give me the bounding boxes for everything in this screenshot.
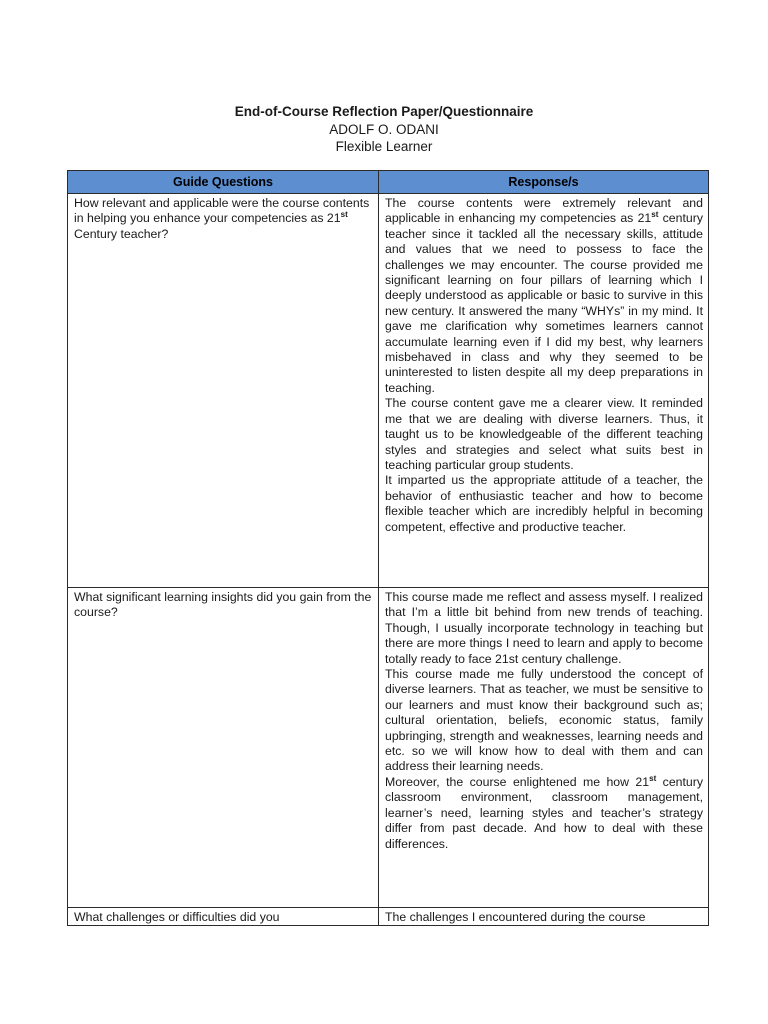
- response-paragraph: The course content gave me a clearer view. It reminded me that we are dealing with diverse learners. Thus, it taught us to be knowledgeable of the different teaching styles and strategies and select what suits best in teaching particular group students.: [385, 396, 703, 472]
- question-text: What challenges or difficulties did you: [74, 910, 280, 924]
- question-text: How relevant and applicable were the course contents in helping you enhance your competencies as 21: [74, 196, 370, 226]
- response-cell: [379, 908, 709, 926]
- ordinal-suffix: st: [340, 210, 348, 220]
- ordinal-suffix: st: [649, 773, 657, 783]
- question-cell: [68, 908, 379, 926]
- response-cell: [379, 194, 709, 588]
- question-cell: [68, 194, 379, 588]
- response-paragraph: Moreover, the course enlightened me how 21st century classroom environment, classroom management, learner’s need, learning styles and teacher’s strategy differ from past decade. And how to deal with these differences.: [385, 773, 703, 851]
- author-role: Flexible Learner: [335, 139, 433, 154]
- response-paragraph: This course made me reflect and assess myself. I realized that I’m a little bit behind from new trends of teaching. Though, I usually incorporate technology in teaching but there are more things I need to learn and apply to become totally ready to face 21st century challenge.: [385, 590, 703, 666]
- table-header-row: [68, 171, 709, 194]
- question-text-cont: Century teacher?: [74, 226, 169, 241]
- response-paragraph: It imparted us the appropriate attitude of a teacher, the behavior of enthusiastic teacher and how to become flexible teacher which are incredibly helpful in becoming competent, effective and productive teacher.: [385, 473, 703, 534]
- response-paragraph: The course contents were extremely relevant and applicable in enhancing my competencies as 21st century teacher since it tackled all the necessary skills, attitude and values that we need to possess to face the challenges we may encounter. The course provided me significant learning on four pillars of learning which I deeply understood as applicable or basic to survive in this new century. It answered the many “WHYs” in my mind. It gave me clarification why sometimes learners cannot accumulate learning even if I did my best, why learners misbehaved in class and why they seemed to be uninterested to listen despite all my deep preparations in teaching.: [385, 196, 703, 395]
- ordinal-suffix: st: [651, 210, 659, 220]
- table-row: [68, 194, 709, 588]
- header-guide-questions: Guide Questions: [68, 171, 379, 194]
- response-paragraph: The challenges I encountered during the course: [385, 910, 646, 924]
- header-responses: Response/s: [379, 171, 709, 194]
- question-text: What significant learning insights did you gain from the course?: [74, 590, 372, 620]
- response-paragraph: This course made me fully understood the concept of diverse learners. That as teacher, we must be sensitive to our learners and must know their background such as; cultural orientation, beliefs, economic status, family upbringing, strength and weaknesses, learning needs and etc. so we will know how to deal with them and can address their learning needs.: [385, 667, 703, 774]
- response-cell: [379, 588, 709, 908]
- table-row: [68, 908, 709, 926]
- author-name: ADOLF O. ODANI: [329, 122, 439, 137]
- question-cell: [68, 588, 379, 908]
- document-title: End-of-Course Reflection Paper/Questionnaire: [234, 104, 534, 119]
- table-row: [68, 588, 709, 908]
- reflection-table: [67, 170, 709, 926]
